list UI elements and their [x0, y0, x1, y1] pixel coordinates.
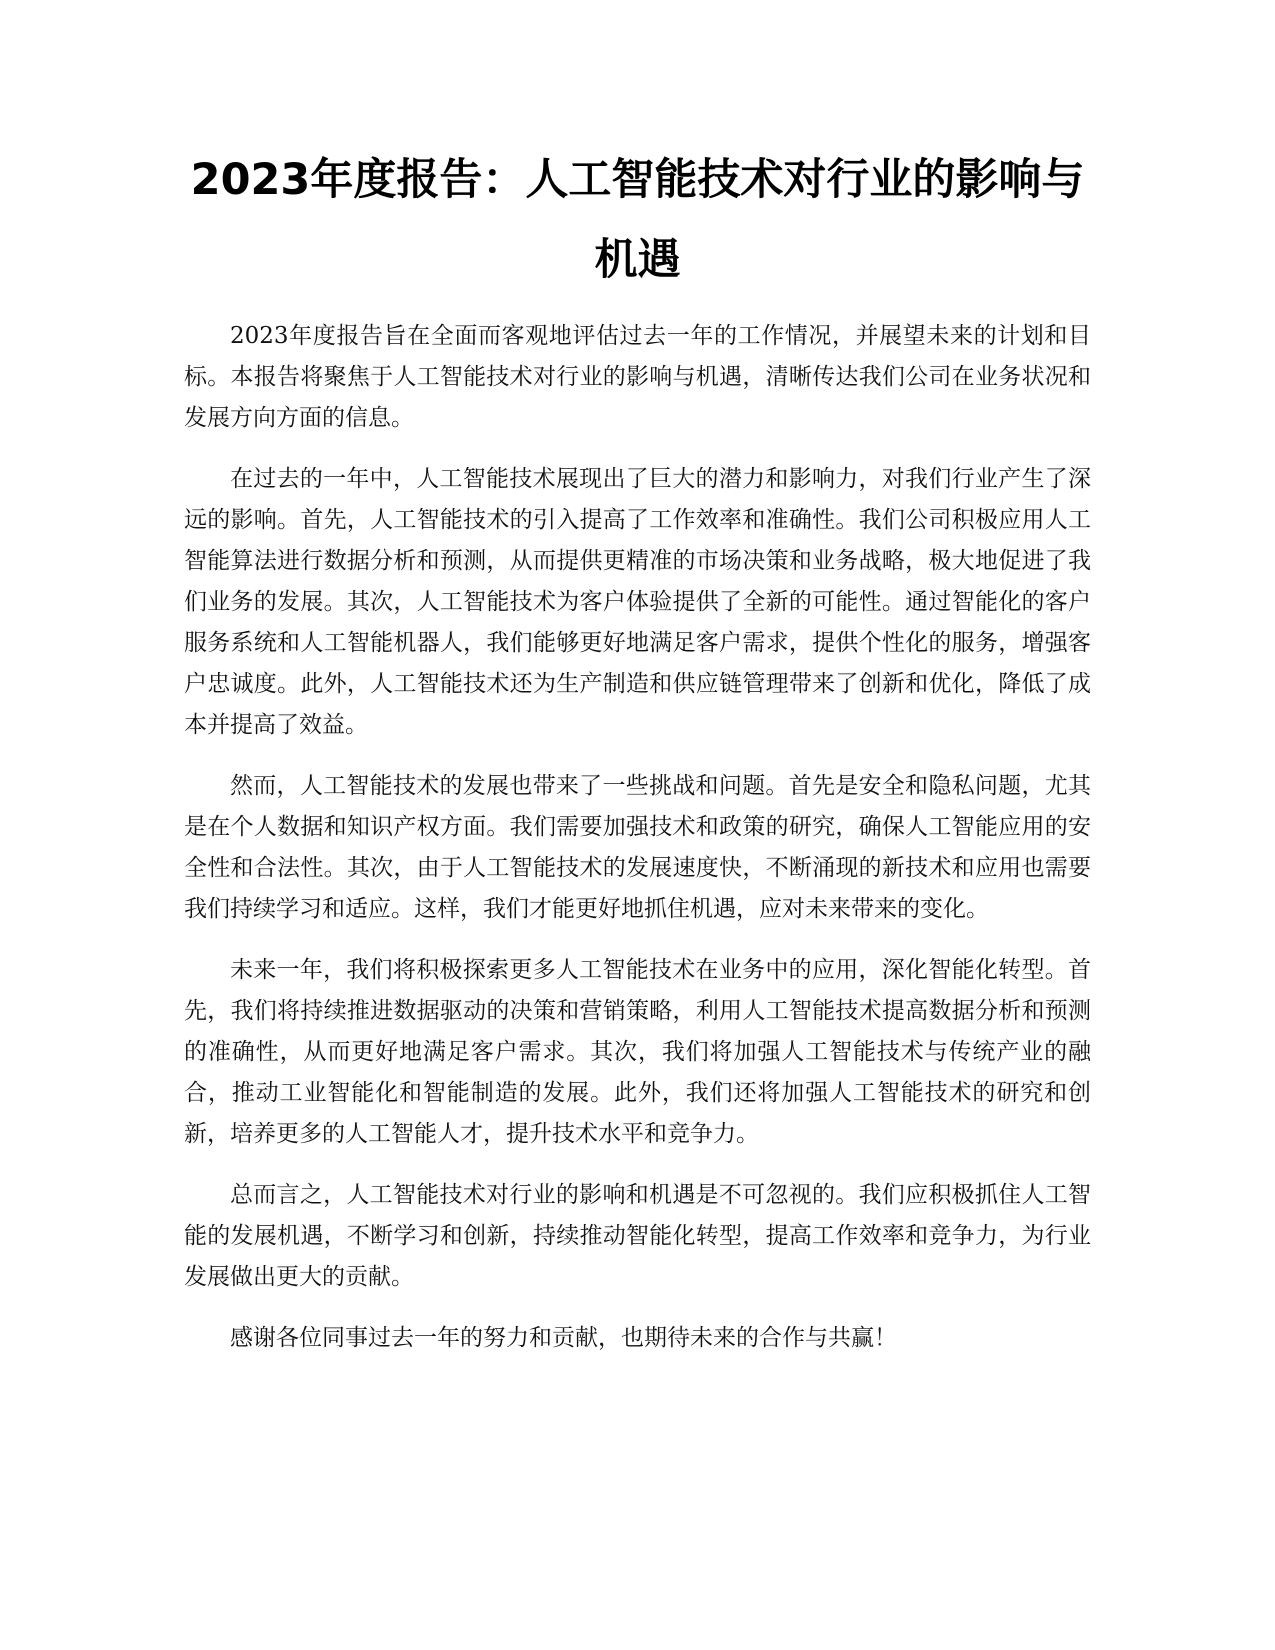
paragraph-intro: 2023年度报告旨在全面而客观地评估过去一年的工作情况，并展望未来的计划和目标。本报告将聚焦于人工智能技术对行业的影响与机遇，清晰传达我们公司在业务状况和发展方向方面的信息。: [184, 323, 1091, 431]
document-body: [184, 316, 1091, 1379]
paragraph-past-year-impact: 在过去的一年中，人工智能技术展现出了巨大的潜力和影响力，对我们行业产生了深远的影响。首先，人工智能技术的引入提高了工作效率和准确性。我们公司积极应用人工智能算法进行数据分析和预测，从而提供更精准的市场决策和业务战略，极大地促进了我们业务的发展。其次，人工智能技术为客户体验提供了全新的可能性。通过智能化的客户服务系统和人工智能机器人，我们能够更好地满足客户需求，提供个性化的服务，增强客户忠诚度。此外，人工智能技术还为生产制造和供应链管理带来了创新和优化，降低了成本并提高了效益。: [184, 466, 1091, 738]
document-title: 2023年度报告：人工智能技术对行业的影响与机遇: [190, 155, 1085, 285]
paragraph-thanks: 感谢各位同事过去一年的努力和贡献，也期待未来的合作与共赢！: [230, 1325, 897, 1351]
paragraph-challenges: 然而，人工智能技术的发展也带来了一些挑战和问题。首先是安全和隐私问题，尤其是在个人数据和知识产权方面。我们需要加强技术和政策的研究，确保人工智能应用的安全性和合法性。其次，由于人工智能技术的发展速度快，不断涌现的新技术和应用也需要我们持续学习和适应。这样，我们才能更好地抓住机遇，应对未来带来的变化。: [184, 773, 1091, 922]
paragraph-future-plans: 未来一年，我们将积极探索更多人工智能技术在业务中的应用，深化智能化转型。首先，我们将持续推进数据驱动的决策和营销策略，利用人工智能技术提高数据分析和预测的准确性，从而更好地满足客户需求。其次，我们将加强人工智能技术与传统产业的融合，推动工业智能化和智能制造的发展。此外，我们还将加强人工智能技术的研究和创新，培养更多的人工智能人才，提升技术水平和竞争力。: [184, 957, 1091, 1147]
paragraph-summary: 总而言之，人工智能技术对行业的影响和机遇是不可忽视的。我们应积极抓住人工智能的发展机遇，不断学习和创新，持续推动智能化转型，提高工作效率和竞争力，为行业发展做出更大的贡献。: [184, 1182, 1091, 1290]
